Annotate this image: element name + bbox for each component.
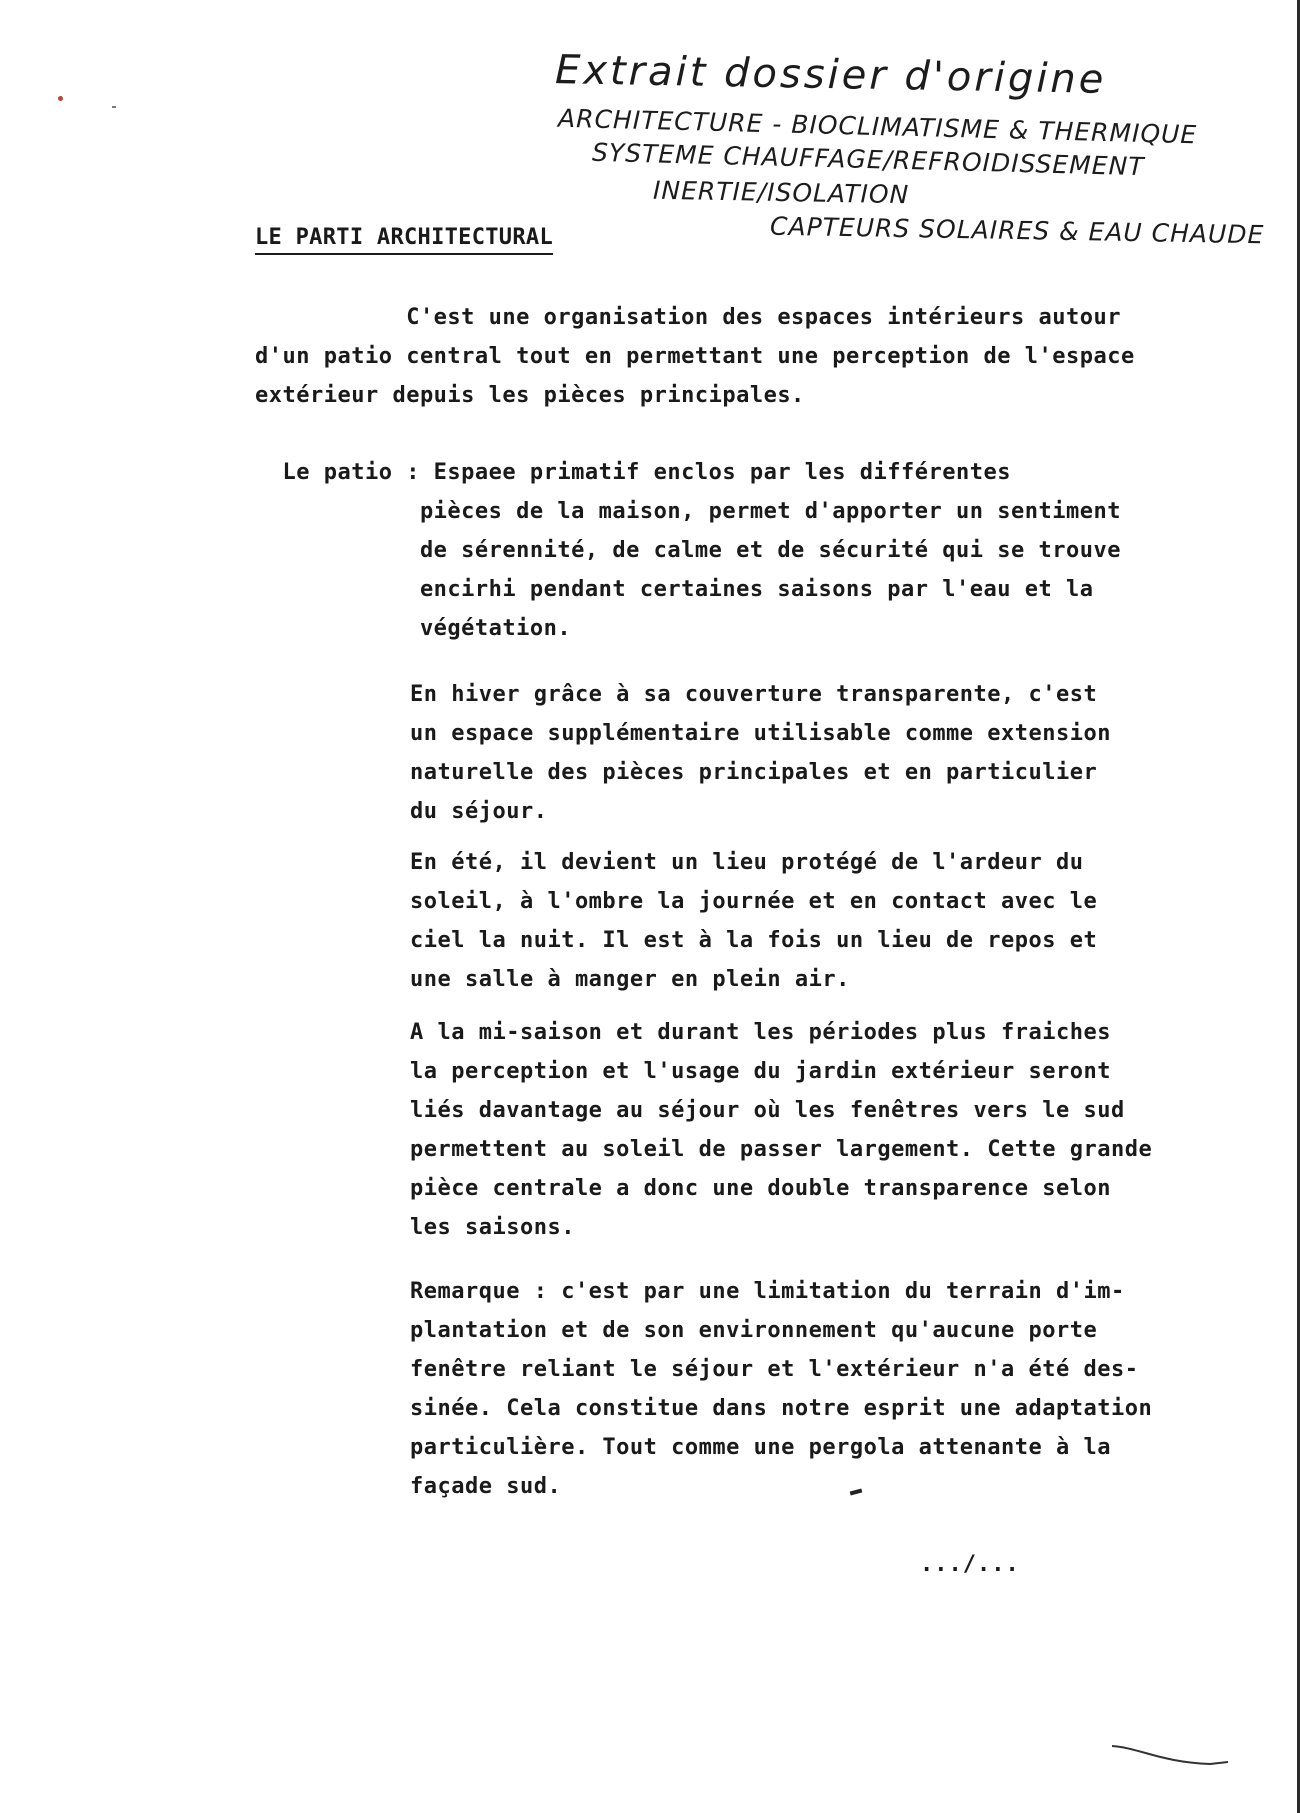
pen-stroke xyxy=(1110,1740,1230,1770)
handwritten-annotation-line: SYSTEME CHAUFFAGE/REFROIDISSEMENT xyxy=(591,137,1145,182)
intro-paragraph: C'est une organisation des espaces intérieurs autour d'un patio central tout en permettant une perception de l'espace extérieur depuis les pièces principales. xyxy=(255,305,1135,408)
mid-season-paragraph: A la mi-saison et durant les périodes plus fraiches la perception et l'usage du jardin extérieur seront liés davantage au séjour où les fenêtres vers le sud permettent au soleil de passer largement. Cette grande pièce centrale a donc une double transparence selon les saisons. xyxy=(410,1020,1153,1240)
page-continuation: .../... xyxy=(920,1552,1020,1577)
section-title: LE PARTI ARCHITECTURAL xyxy=(255,225,553,255)
handwritten-annotation-line: INERTIE/ISOLATION xyxy=(652,175,910,210)
patio-paragraph: Le patio : Espaee primatif enclos par les différentes pièces de la maison, permet d'apporter un sentiment de sérennité, de calme et de sécurité qui se trouve encirhi pendant certaines saisons par l'eau et la végétation. xyxy=(282,460,1121,641)
scan-speck xyxy=(58,96,63,101)
scan-speck xyxy=(112,106,116,108)
handwritten-annotation-line: CAPTEURS SOLAIRES & EAU CHAUDE xyxy=(769,211,1265,250)
remark-paragraph: Remarque : c'est par une limitation du terrain d'im- plantation et de son environnement qu'aucune porte fenêtre reliant le séjour et l'extérieur n'a été des- sinée. Cela constitue dans notre esprit une adaptation particulière. Tout comme une pergola attenante à la façade sud. xyxy=(410,1279,1153,1499)
handwritten-annotation-line: ARCHITECTURE - BIOCLIMATISME & THERMIQUE xyxy=(557,103,1198,150)
summer-paragraph: En été, il devient un lieu protégé de l'ardeur du soleil, à l'ombre la journée et en contact avec le ciel la nuit. Il est à la fois un lieu de repos et une salle à manger en plein air. xyxy=(410,850,1098,992)
winter-paragraph: En hiver grâce à sa couverture transparente, c'est un espace supplémentaire utilisable comme extension naturelle des pièces principales et en particulier du séjour. xyxy=(410,682,1112,824)
handwritten-annotation-line: Extrait dossier d'origine xyxy=(554,47,1107,103)
